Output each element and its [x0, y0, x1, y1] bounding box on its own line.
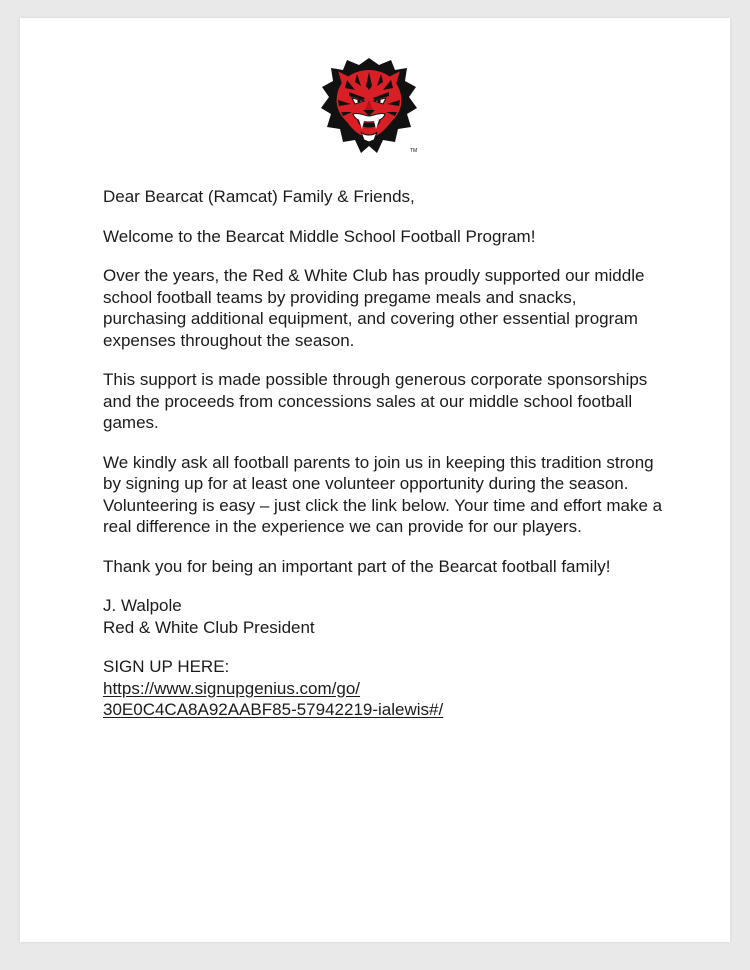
- funding-paragraph: This support is made possible through generous corporate sponsorships and the proceeds from concessions sales at our middle school football games.: [103, 370, 648, 432]
- signup-label: SIGN UP HERE:: [103, 657, 230, 676]
- signup-block: [103, 656, 663, 721]
- letter-page: [20, 18, 730, 942]
- signature-name: J. Walpole: [103, 596, 182, 615]
- signup-link[interactable]: [103, 679, 443, 720]
- wildcat-mascot-icon: [319, 56, 419, 156]
- volunteer-paragraph: We kindly ask all football parents to join us in keeping this tradition strong by signing up for at least one volunteer opportunity during the season. Volunteering is easy – just click the link below. Your time and effort make a real difference in the experience we can provide for our players.: [103, 452, 663, 536]
- signup-link-line1[interactable]: https://www.signupgenius.com/go/: [103, 678, 361, 698]
- signature-block: [103, 595, 663, 638]
- trademark-symbol: TM: [410, 148, 418, 154]
- welcome-line: Welcome to the Bearcat Middle School Football Program!: [103, 226, 536, 246]
- signup-link-line2[interactable]: 30E0C4CA8A92AABF85-57942219-ialewis#/: [103, 700, 444, 719]
- letter-body: [103, 186, 663, 721]
- support-paragraph: Over the years, the Red & White Club has proudly supported our middle school football teams by providing pregame meals and snacks, purchasing additional equipment, and covering other essential program expenses throughout the season.: [103, 266, 645, 350]
- signature-title: Red & White Club President: [103, 617, 315, 637]
- greeting: Dear Bearcat (Ramcat) Family & Friends,: [103, 187, 415, 206]
- thanks-paragraph: Thank you for being an important part of the Bearcat football family!: [103, 556, 611, 576]
